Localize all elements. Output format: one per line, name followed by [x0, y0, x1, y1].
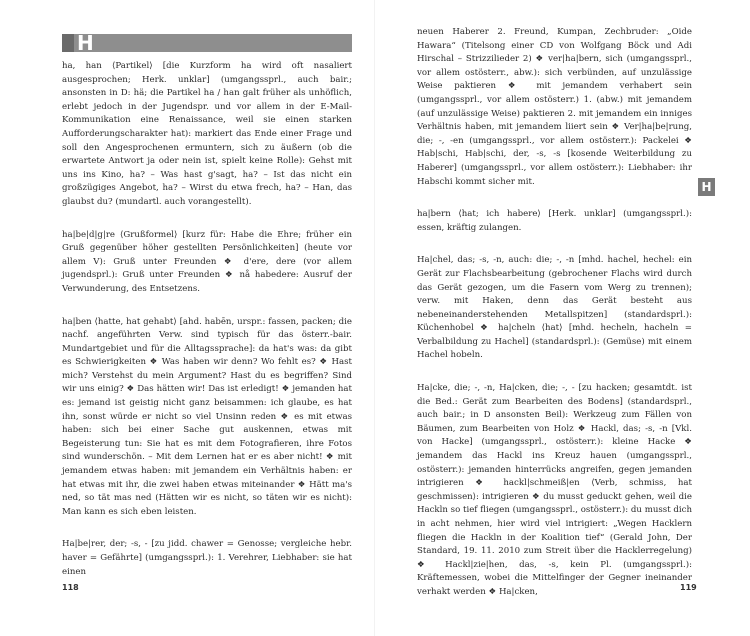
section-letter-marker: [62, 34, 74, 52]
right-page: [375, 0, 750, 636]
left-column: [62, 60, 352, 598]
entry-hachel: Ha|chel, das; -s, -n, auch: die; -, -n [mhd. hachel, hechel: ein Gerät zur Flachsbearbeitung (gebrochener Flachs wird durch das Gerät gezogen, um die Fasern vom Werg zu trennen); verw. mit Haken, denn das Gerät besteht aus nebeneinanderstehenden Metallspitzen] (standardsprl.): Küchenhobel ❖ ha|cheln ⟨hat⟩ [mhd. hecheln, hacheln = Verbalbildung zu Hachel] (standardsprl.): (Gemüse) mit einem Hachel hobeln.: [417, 255, 692, 361]
entry-habern: ha|bern ⟨hat; ich habere⟩ [Herk. unklar] (umgangssprl.): essen, kräftig zulangen.: [417, 209, 692, 233]
thumb-index-tab: H: [698, 178, 715, 196]
entry-haben: ha|ben ⟨hatte, hat gehabt⟩ [ahd. habēn, urspr.: fassen, packen; die nachf. angeführten Verw. sind typisch für das österr.-bair. Mundartgebiet und für die Alltagssprache]: da hat's was: da gibt es Schwierigkeiten ❖ Was haben wir denn? Wo fehlt es? ❖ Hast mich? Verstehst du mein Argument? Hast du es begriffen? Sind wir uns einig? ❖ Das hätten wir! Das ist erledigt! ❖ jemanden hat es: jemand ist geistig nicht ganz beisammen: ich glaube, es hat ihn, sonst würde er nicht so viel Unsinn reden ❖ es mit etwas haben: sich bei einer Sache gut auskennen, etwas mit Begeisterung tun: Sie hat es mit dem Fotografieren, ihre Fotos sind wunderschön. – Mit dem Lernen hat er es aber nicht! ❖ mit jemandem etwas haben: mit jemandem ein Verhältnis haben: er hat etwas mit ihr, die zwei haben etwas miteinander ❖ Hätt ma's ned, so tät mas ned (Hätten wir es nicht, so täten wir es nicht): Man kann es sich eben leisten.: [62, 316, 352, 517]
entry-hacke: Ha|cke, die; -, -n, Ha|cken, die; -, - [zu hacken; gesamtdt. ist die Bed.: Gerät zum Bearbeiten des Bodens] (standardsprl., auch bair.; in D ansonsten Beil): Werkzeug zum Fällen von Bäumen, zum Bearbeiten von Holz ❖ Hackl, das; -s, -n [Vkl. von Hacke] (umgangssprl., ostösterr.): kleine Hacke ❖ jemandem das Hackl ins Kreuz hauen (umgangssprl., ostösterr.): jemanden hinterrücks angreifen, gegen jemanden intrigieren ❖ hackl|schmeiß|en ⟨Verb, schmiss, hat geschmissen⟩: intrigieren ❖ du musst geduckt gehen, weil die Hackln so tief fliegen (umgangssprl., ostösterr.): du musst dich in acht nehmen, hier wird viel intrigiert: „Wegen Hacklern fliegen die Hackln in der Koalition tief“ (Gerald John, Der Standard, 19. 11. 2010 zum Streit über die Hacklerregelung) ❖ Hackl|zie|hen, das, -s, kein Pl. (umgangssprl.): Kräftemessen, wobei die Mittelfinger der Gegner ineinander verhakt werden ❖ Ha|cken,: [417, 383, 692, 597]
page-number-right: 119: [680, 583, 697, 592]
section-letter-bar: [62, 31, 352, 55]
page-number-left: 118: [62, 583, 79, 592]
entry-habedere: ha|be|d|g|re ⟨Grußformel⟩ [kurz für: Habe die Ehre; früher ein Gruß gegenüber höher gestellten Persönlichkeiten] (heute vor allem V): Gruß unter Freunden ❖ d'ere, dere (vor allem jugendsprl.): Gruß unter Freunden ❖ nå habedere: Ausruf der Verwunderung, des Entsetzens.: [62, 229, 352, 294]
entry-haberer-continued: neuen Haberer 2. Freund, Kumpan, Zechbruder: „Oide Hawara“ (Titelsong einer CD von Wolfgang Böck und Adi Hirschal – Strizzilieder 2) ❖ ver|ha|bern, sich (umgangssprl., vor allem ostösterr., abw.): sich verbünden, auf unzulässige Weise paktieren ❖ mit jemandem verhabert sein (umgangssprl., vor allem ostösterr.) 1. (abw.) mit jemandem (auf unzulässige Weise) paktieren 2. mit jemandem ein inniges Verhältnis haben, mit jemandem liiert sein ❖ Ver|ha|be|rung, die; -, -en (umgangssprl., vor allem ostösterr.): Packelei ❖ Hab|schi, Hab|schi, der, -s, -s [kosende Weiterbildung zu Haberer] (umgangssprl., vor allem ostösterr.): Liebhaber: ihr Habschi kommt sicher mit.: [417, 27, 692, 187]
section-letter: H: [77, 31, 94, 55]
right-column: [417, 26, 692, 619]
entry-haberer: Ha|be|rer, der; -s, - [zu jidd. chawer = Genosse; vergleiche hebr. haver = Gefährte] (umgangssprl.): 1. Verehrer, Liebhaber: sie hat einen: [62, 539, 352, 577]
entry-ha: ha, han ⟨Partikel⟩ [die Kurzform ha wird oft nasaliert ausgesprochen; Herk. unklar] (umgangssprl., auch bair.; ansonsten in D: hä; die Partikel ha / han galt früher als unhöflich, erlebt jedoch in der Jugendspr. und vor allem in der E-Mail-Kommunikation eine Renaissance, weil sie einen starken Aufforderungscharakter hat): markiert das Ende einer Frage und soll den Angesprochenen ermuntern, sich zu äußern (ob die erwartete Antwort ja oder nein ist, spielt keine Rolle): Gehst mit uns ins Kino, ha? – Was hast g'sagt, ha? – Ist das nicht ein großzügiges Angebot, ha? – Wirst du etwa frech, ha? – Han, das glaubst du? (mundartl. auch vorangestellt).: [62, 61, 352, 207]
